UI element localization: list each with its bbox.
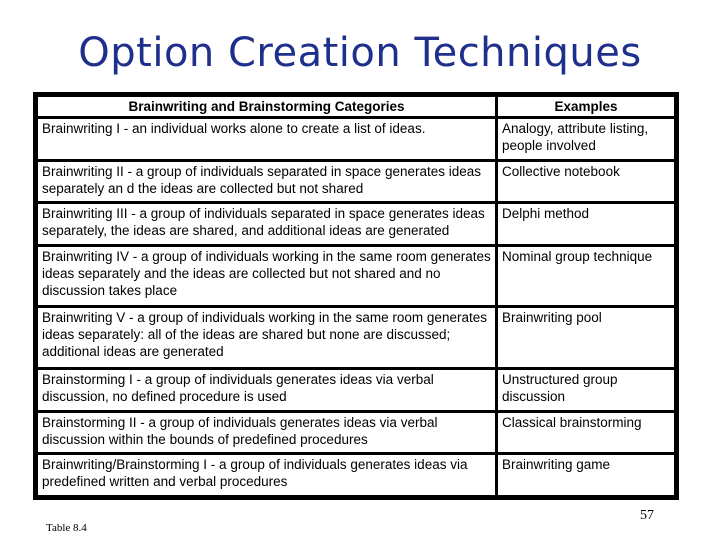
examples-cell: Collective notebook [498,162,674,202]
examples-cell: Analogy, attribute listing, people involved [498,119,674,159]
table-row [38,308,674,367]
table-row [38,413,674,453]
table-caption: Table 8.4 [46,522,87,534]
category-cell: Brainwriting I - an individual works alone to create a list of ideas. [38,119,495,159]
examples-cell: Nominal group technique [498,247,674,306]
examples-cell: Classical brainstorming [498,413,674,453]
examples-cell: Unstructured group discussion [498,370,674,410]
category-cell: Brainstorming I - a group of individuals generates ideas via verbal discussion, no defined procedure is used [38,370,495,410]
category-cell: Brainwriting IV - a group of individuals working in the same room generates ideas separately and the ideas are collected but not shared and no discussion takes place [38,247,495,306]
examples-cell: Brainwriting game [498,455,674,495]
techniques-table [33,92,679,500]
page-number: 57 [640,508,654,523]
slide-title: Option Creation Techniques [78,30,642,76]
table-row [38,370,674,410]
header-categories: Brainwriting and Brainstorming Categories [38,97,495,116]
examples-cell: Brainwriting pool [498,308,674,367]
category-cell: Brainwriting III - a group of individuals separated in space generates ideas separately, the ideas are shared, and additional ideas are generated [38,204,495,244]
table-row [38,204,674,244]
examples-cell: Delphi method [498,204,674,244]
category-cell: Brainwriting V - a group of individuals working in the same room generates ideas separately: all of the ideas are shared but none are discussed; additional ideas are generated [38,308,495,367]
header-examples: Examples [498,97,674,116]
table-row [38,455,674,495]
category-cell: Brainwriting/Brainstorming I - a group of individuals generates ideas via predefined written and verbal procedures [38,455,495,495]
table-row [38,162,674,202]
table-row [38,119,674,159]
category-cell: Brainwriting II - a group of individuals separated in space generates ideas separately an d the ideas are collected but not shared [38,162,495,202]
table-row [38,247,674,306]
category-cell: Brainstorming II - a group of individuals generates ideas via verbal discussion within the bounds of predefined procedures [38,413,495,453]
table-header-row [38,97,674,116]
